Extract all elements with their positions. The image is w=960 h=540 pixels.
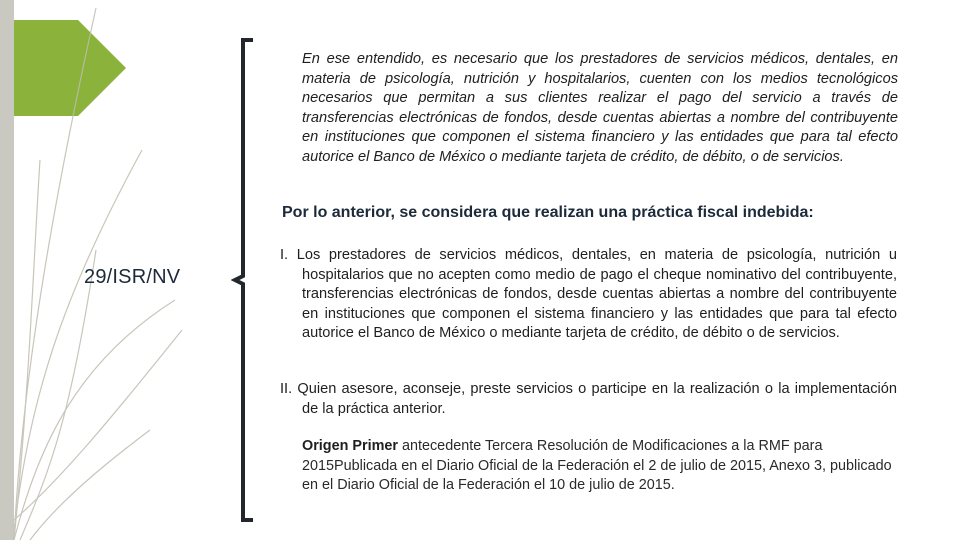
sidebar-strip [0,0,14,540]
section-heading: Por lo anterior, se considera que realizan una práctica fiscal indebida: [282,204,814,221]
list-item-1: I. Los prestadores de servicios médicos, dentales, en materia de psicología, nutrición u hospitalarios que no acepten como medio de pago el cheque nominativo del contribuyente, transferencias electrónicas de fondos, desde cuentas abiertas a nombre del contribuyente en instituciones que componen el sistema financiero y las entidades que para tal efecto autorice el Banco de México o mediante tarjeta de crédito, de débito o de servicios. [280,247,897,342]
origin-text: antecedente Tercera Resolución de Modificaciones a la RMF para 2015Publicada en el Diario Oficial de la Federación el 2 de julio de 2015, Anexo 3, publicado en el Diario Oficial de la Federación el 10 de julio de 2015. [302,438,892,494]
list-item-2: II. Quien asesore, aconseje, preste servicios o participe en la realización o la implementación de la práctica anterior. [280,381,897,417]
rule-code: 29/ISR/NV [84,266,181,288]
origin-note [302,437,898,496]
intro-paragraph: En ese entendido, es necesario que los prestadores de servicios médicos, dentales, en materia de psicología, nutrición y hospitalarios, cuenten con los medios tecnológicos necesarios que permitan a sus clientes realizar el pago del servicio a través de transferencias electrónicas de fondos, desde cuentas abiertas a nombre del contribuyente en instituciones que componen el sistema financiero y las entidades que para tal efecto autorice el Banco de México o mediante tarjeta de crédito, de débito, o de servicios. [302,51,898,165]
origin-label: Origen Primer [302,438,398,454]
green-arrow-shape [14,20,126,116]
bracket-divider [231,38,255,522]
